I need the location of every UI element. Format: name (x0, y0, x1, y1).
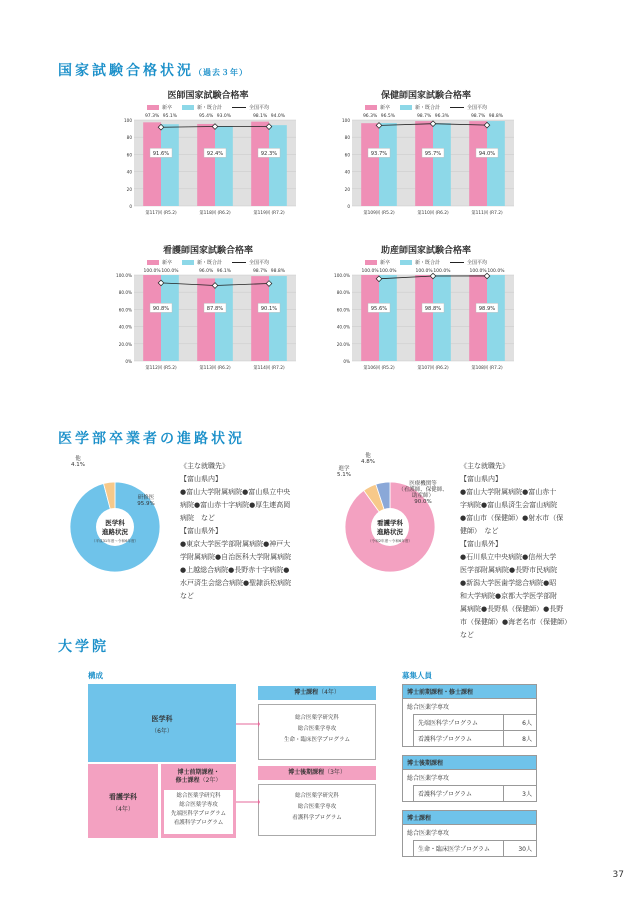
x-tick-label: 第114回 (R7.2) (253, 366, 285, 371)
bar-new (197, 124, 215, 206)
legend-avg: 全国平均 (450, 259, 487, 266)
y-tick-label: 20.0% (336, 341, 350, 347)
nurse-department-years: （4年） (112, 806, 134, 813)
employer-line: 病院 など (180, 514, 215, 522)
legend-avg: 全国平均 (450, 104, 487, 111)
nurse-employers-text (460, 460, 580, 642)
employer-line: ●富山大学附属病院●富山赤十 (460, 488, 557, 496)
bar-all (161, 124, 179, 206)
med-department-block (88, 684, 236, 762)
data-label-all: 94.0% (270, 114, 286, 119)
data-label-avg: 94.0% (478, 150, 496, 157)
pie-period: （令和2年度〜令和6年度） (367, 539, 413, 543)
master-course-items: 総合医薬学研究科 総合医薬学専攻 先端医科学プログラム 看護科学プログラム (164, 790, 233, 834)
pie-center-title: 看護学科 (377, 519, 403, 527)
y-tick-label: 0% (343, 359, 350, 364)
master-label-2: 修士課程 (175, 777, 200, 784)
y-tick-label: 20 (344, 186, 350, 192)
recruit-group-header: 博士前期課程・修士課程 (403, 685, 536, 698)
bar-new (361, 275, 379, 361)
employer-line: ●上越総合病院●長野赤十字病院● (180, 566, 290, 574)
recruit-group-header: 博士課程 (403, 811, 536, 824)
career-section-title: 医学部卒業者の進路状況 (58, 431, 245, 447)
bar-new (415, 275, 433, 361)
bar-all (433, 123, 451, 206)
pie-center-subtitle: 進路状況 (377, 528, 403, 536)
master-course-block (161, 764, 236, 838)
bar-new (469, 275, 487, 361)
employer-line: ●富山大学附属病院●富山県立中央 (180, 488, 291, 496)
y-tick-label: 40 (126, 169, 132, 175)
y-tick-label: 40 (344, 169, 350, 175)
bar-all (269, 276, 287, 361)
recruit-group-header: 博士後期課程 (403, 756, 536, 769)
employer-line: 【富山県内】 (180, 475, 222, 483)
legend-all: 新・既合計 (400, 104, 440, 111)
x-tick-label: 第117回 (R5.2) (145, 211, 177, 216)
data-label-new: 98.7% (416, 114, 432, 119)
later-doctor-course-header: 博士後期課程（3年） (258, 766, 376, 780)
data-label-new: 100.0% (143, 269, 161, 274)
recruit-group (402, 684, 537, 747)
legend-all: 新・既合計 (182, 104, 222, 111)
legend-new: 新卒 (147, 259, 172, 266)
employer-line: 【富山県外】 (180, 527, 222, 535)
data-label-new: 98.7% (252, 269, 268, 274)
y-tick-label: 0% (125, 359, 132, 364)
pie-slice-name: 研修医 (137, 495, 155, 501)
bar-new (251, 122, 269, 206)
x-tick-label: 第109回 (R5.2) (363, 211, 395, 216)
data-label-new: 98.7% (470, 114, 486, 119)
pie-slice-name: 他 (365, 453, 371, 459)
data-label-all: 98.8% (488, 114, 504, 119)
y-tick-label: 80.0% (118, 290, 132, 296)
employer-line: 和大学病院●京都大学医学部附 (460, 592, 558, 600)
chart-title: 助産師国家試験合格率 (380, 246, 471, 256)
y-tick-label: 0 (347, 204, 350, 209)
grad-section-title: 大学院 (58, 639, 109, 655)
data-label-all: 95.1% (162, 114, 178, 119)
recruit-row (413, 730, 536, 746)
pie-slice-value: 4.8% (361, 459, 375, 465)
bar-chart-svg (118, 263, 298, 379)
recruit-group (402, 755, 537, 802)
y-tick-label: 60.0% (336, 307, 350, 313)
data-label-all: 100.0% (433, 269, 451, 274)
bar-new (143, 122, 161, 206)
y-tick-label: 60 (126, 152, 132, 158)
x-tick-label: 第107回 (R6.2) (417, 366, 449, 371)
recruit-count: 30人 (503, 841, 536, 856)
med-department-name: 医学科 (151, 715, 173, 723)
pie-chart-svg (60, 452, 185, 582)
bar-all (379, 123, 397, 206)
pie-slice-value: 90.0% (414, 499, 432, 505)
legend-all: 新・既合計 (182, 259, 222, 266)
med-career-pie-chart (60, 452, 170, 577)
y-tick-label: 40.0% (336, 324, 350, 330)
data-label-avg: 95.7% (424, 150, 442, 157)
x-tick-label: 第112回 (R5.2) (145, 366, 177, 371)
recruit-program: 先端医科学プログラム (418, 720, 478, 727)
pie-chart-svg (335, 452, 460, 582)
x-tick-label: 第110回 (R6.2) (417, 211, 449, 216)
doctor-course-items: 総合医薬学研究科 総合医薬学専攻 生命・臨床医学プログラム (258, 704, 376, 760)
employer-line: 市（保健師）●海老名市（保健師） (460, 618, 572, 626)
recruit-count: 3人 (503, 786, 536, 801)
y-tick-label: 40.0% (118, 324, 132, 330)
bar-all (161, 275, 179, 361)
data-label-new: 100.0% (361, 269, 379, 274)
data-label-avg: 98.8% (424, 305, 442, 312)
exam-section-title: 国家試験合格状況（過去３年） (58, 63, 248, 79)
chart-public-health-nurse-exam (336, 88, 516, 226)
recruit-major: 総合医薬学専攻 (403, 824, 536, 840)
employer-line: 字病院●富山県済生会富山病院 (460, 501, 558, 509)
chart-title: 保健師国家試験合格率 (380, 91, 471, 101)
y-tick-label: 60 (344, 152, 350, 158)
data-label-avg: 87.8% (206, 305, 224, 312)
later-doctor-course-items: 総合医薬学研究科 総合医薬学専攻 看護科学プログラム (258, 784, 376, 836)
structure-title: 構成 (88, 671, 103, 680)
data-label-all: 96.1% (216, 269, 232, 274)
data-label-avg: 90.1% (260, 305, 278, 312)
legend-new: 新卒 (365, 104, 390, 111)
data-label-new: 96.3% (362, 114, 378, 119)
x-tick-label: 第106回 (R5.2) (363, 366, 395, 371)
chart-doctor-exam (118, 88, 298, 226)
recruitment-tables (402, 684, 537, 865)
employer-line: 《主な就職先》 (460, 462, 509, 470)
bar-new (197, 278, 215, 361)
structure-connectors (236, 684, 260, 839)
legend-new: 新卒 (147, 104, 172, 111)
bar-all (433, 275, 451, 361)
data-label-new: 95.4% (198, 114, 214, 119)
bar-new (361, 123, 379, 206)
recruit-row (413, 714, 536, 730)
y-tick-label: 60.0% (118, 307, 132, 313)
med-employers-text (180, 460, 320, 603)
recruit-program: 生命・臨床医学プログラム (418, 846, 490, 853)
data-label-all: 100.0% (161, 269, 179, 274)
legend-avg: 全国平均 (232, 259, 269, 266)
y-tick-label: 80.0% (336, 290, 350, 296)
y-tick-label: 20.0% (118, 341, 132, 347)
y-tick-label: 80 (126, 135, 132, 141)
employer-line: ●富山市（保健師）●射水市（保 (460, 514, 564, 522)
employer-line: など (460, 631, 474, 639)
pie-slice-name: 助産師） (411, 493, 435, 499)
y-tick-label: 100.0% (334, 273, 350, 278)
employer-line: 学附属病院●自治医科大学附属病院 (180, 553, 292, 561)
recruit-major: 総合医薬学専攻 (403, 769, 536, 785)
recruit-major: 総合医薬学専攻 (403, 698, 536, 714)
employer-line: ●石川県立中央病院●信州大学 (460, 553, 557, 561)
bar-chart-svg (336, 108, 516, 224)
pie-slice-value: 5.1% (337, 472, 351, 478)
bar-all (269, 125, 287, 206)
y-tick-label: 100 (342, 118, 350, 123)
data-label-avg: 92.4% (206, 150, 224, 157)
x-tick-label: 第113回 (R6.2) (199, 366, 231, 371)
x-tick-label: 第118回 (R6.2) (199, 211, 231, 216)
pie-center-subtitle: 進路状況 (102, 528, 128, 536)
page-number: 37 (612, 870, 624, 880)
employer-line: 医学部附属病院●長野市民病院 (460, 566, 558, 574)
bar-all (379, 275, 397, 361)
bar-new (469, 121, 487, 206)
bar-chart-svg (336, 263, 516, 379)
bar-new (143, 275, 161, 361)
employer-line: ●新潟大学医歯学総合病院●昭 (460, 579, 557, 587)
y-tick-label: 80 (344, 135, 350, 141)
recruit-row (413, 840, 536, 856)
pie-slice-name: （看護師、保健師、 (398, 487, 448, 493)
pie-slice-name: 進学 (338, 466, 350, 472)
chart-midwife-exam (336, 243, 516, 381)
pie-period: （平成31年度〜令和6年度） (91, 539, 139, 543)
recruit-count: 8人 (503, 731, 536, 746)
employer-line: 【富山県内】 (460, 475, 502, 483)
data-label-new: 97.3% (144, 114, 160, 119)
bar-new (251, 276, 269, 361)
legend-avg: 全国平均 (232, 104, 269, 111)
legend-all: 新・既合計 (400, 259, 440, 266)
data-label-new: 98.1% (252, 114, 268, 119)
legend-new: 新卒 (365, 259, 390, 266)
bar-all (487, 121, 505, 206)
employer-line: 属病院●長野県（保健師）●長野 (460, 605, 564, 613)
pie-center-title: 医学科 (105, 519, 125, 527)
y-tick-label: 100.0% (116, 273, 132, 278)
data-label-all: 100.0% (487, 269, 505, 274)
employer-line: 《主な就職先》 (180, 462, 229, 470)
recruit-title: 募集人員 (402, 671, 432, 680)
x-tick-label: 第111回 (R7.2) (471, 211, 503, 216)
y-tick-label: 20 (126, 186, 132, 192)
data-label-avg: 98.9% (478, 305, 496, 312)
chart-title: 医師国家試験合格率 (167, 91, 249, 101)
employer-line: ●東京大学医学部附属病院●神戸大 (180, 540, 291, 548)
data-label-avg: 90.8% (152, 305, 170, 312)
recruit-program: 看護科学プログラム (418, 736, 472, 743)
med-department-years: （6年） (151, 728, 173, 735)
recruit-program: 看護科学プログラム (418, 791, 472, 798)
chart-nurse-exam (118, 243, 298, 381)
nurse-career-pie-chart (335, 452, 455, 577)
data-label-all: 93.0% (216, 114, 232, 119)
master-label-1: 博士前期課程・ (177, 769, 220, 776)
doctor-course-header: 博士課程（4年） (258, 686, 376, 700)
bar-all (215, 278, 233, 361)
master-years: （2年） (199, 777, 222, 784)
employer-line: 健師） など (460, 527, 499, 535)
data-label-all: 100.0% (379, 269, 397, 274)
y-tick-label: 0 (129, 204, 132, 209)
recruit-group (402, 810, 537, 857)
bar-chart-svg (118, 108, 298, 224)
data-label-avg: 92.3% (260, 150, 278, 157)
x-tick-label: 第119回 (R7.2) (253, 211, 285, 216)
bar-all (215, 126, 233, 206)
employer-line: など (180, 592, 194, 600)
data-label-avg: 93.7% (370, 150, 388, 157)
data-label-all: 96.5% (380, 114, 396, 119)
employer-line: 水戸済生会総合病院●聖隷浜松病院 (180, 579, 292, 587)
employer-line: 病院●富山赤十字病院●厚生連高岡 (180, 501, 291, 509)
data-label-all: 96.3% (434, 114, 450, 119)
chart-title: 看護師国家試験合格率 (162, 246, 253, 256)
recruit-row (413, 785, 536, 801)
bar-new (415, 121, 433, 206)
data-label-avg: 91.6% (152, 150, 170, 157)
y-tick-label: 100 (124, 118, 132, 123)
bar-all (487, 275, 505, 361)
nurse-department-block (88, 764, 158, 838)
data-label-new: 96.0% (198, 269, 214, 274)
pie-slice-value: 4.1% (71, 462, 85, 468)
pie-slice-name: 他 (75, 456, 81, 462)
data-label-new: 100.0% (415, 269, 433, 274)
recruit-count: 6人 (503, 715, 536, 730)
employer-line: 【富山県外】 (460, 540, 502, 548)
x-tick-label: 第108回 (R7.2) (471, 366, 503, 371)
nurse-department-name: 看護学科 (109, 793, 137, 801)
pie-slice-name: 医療機関等 (409, 481, 437, 487)
data-label-new: 100.0% (469, 269, 487, 274)
data-label-avg: 95.6% (370, 305, 388, 312)
pie-slice-value: 95.9% (137, 501, 155, 507)
data-label-all: 98.8% (270, 269, 286, 274)
